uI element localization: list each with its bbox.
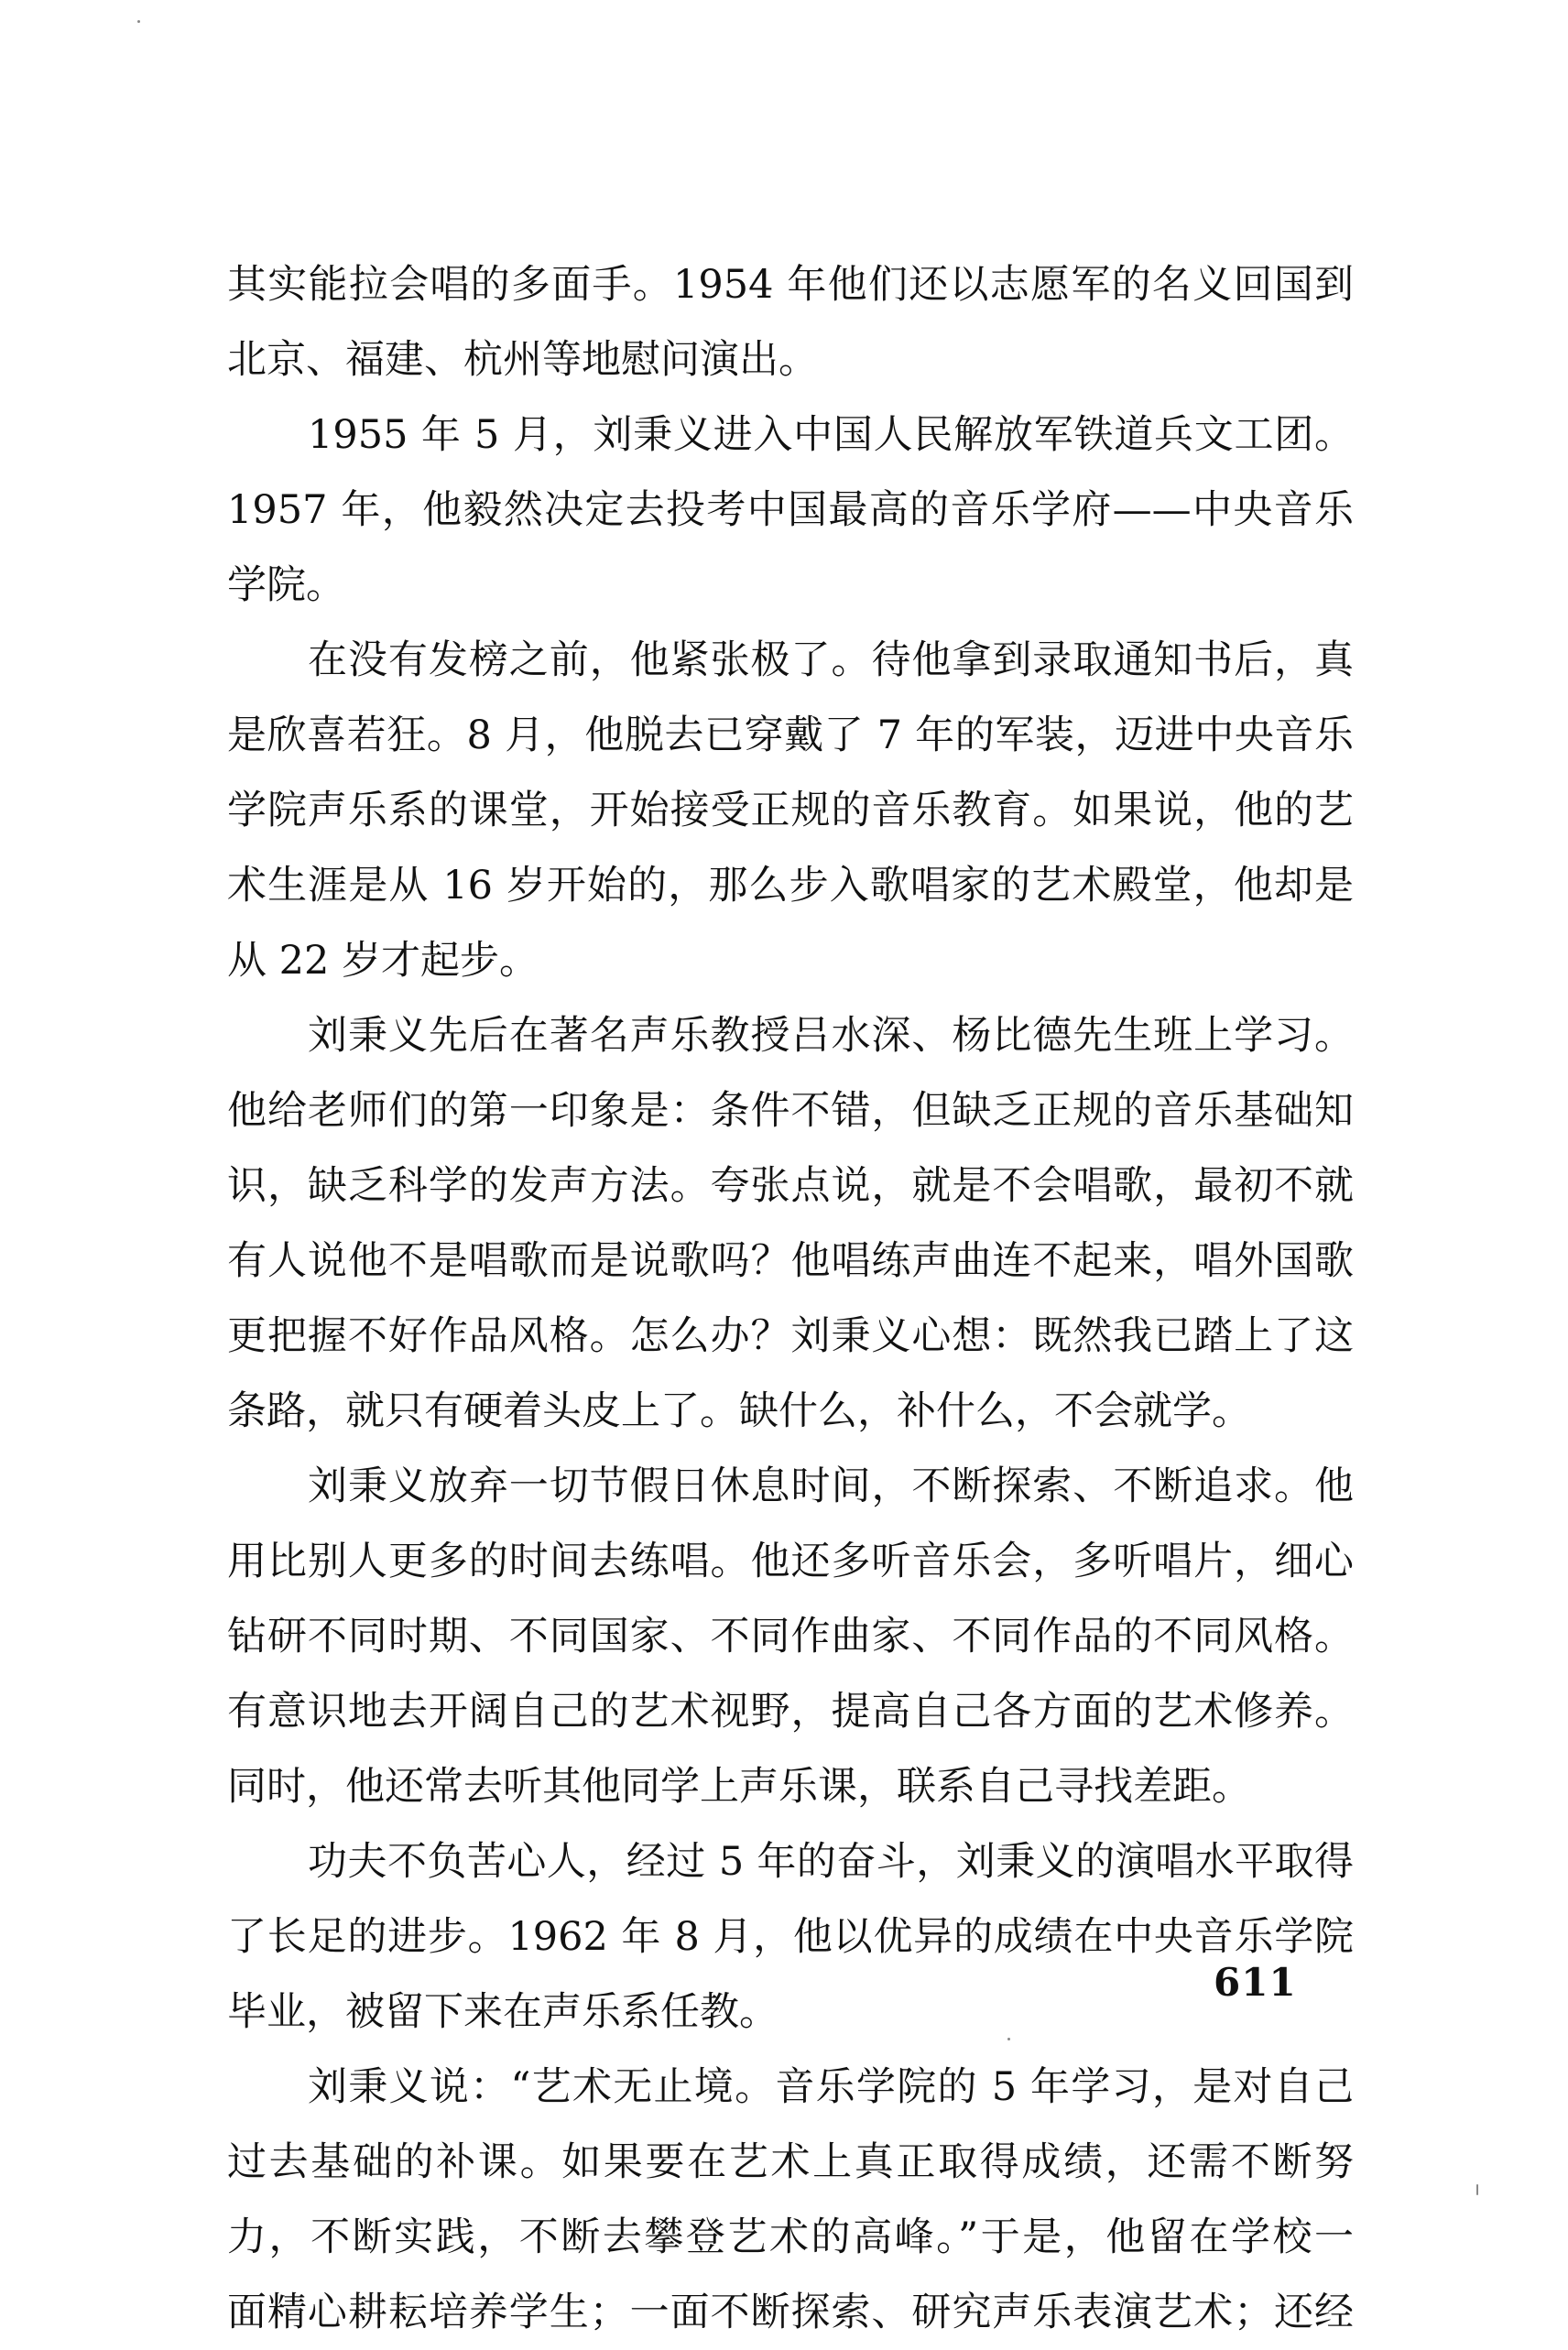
body-text	[227, 247, 1354, 2350]
text-line: 同时，他还常去听其他同学上声乐课，联系自己寻找差距。	[227, 1764, 1251, 1810]
text-line: 识，缺乏科学的发声方法。夸张点说，就是不会唱歌，最初不就	[227, 1163, 1354, 1209]
text-line: 用比别人更多的时间去练唱。他还多听音乐会，多听唱片，细心	[227, 1539, 1354, 1584]
text-line: 过去基础的补课。如果要在艺术上真正取得成绩，还需不断努	[227, 2139, 1354, 2185]
text-line: 是欣喜若狂。8 月，他脱去已穿戴了 7 年的军装，迈进中央音乐	[227, 713, 1354, 758]
text-line: 1955 年 5 月，刘秉义进入中国人民解放军铁道兵文工团。	[308, 412, 1354, 458]
text-line: 有意识地去开阔自己的艺术视野，提高自己各方面的艺术修养。	[227, 1689, 1354, 1735]
text-line: 刘秉义放弃一切节假日休息时间，不断探索、不断追求。他	[308, 1463, 1354, 1509]
text-line: 刘秉义先后在著名声乐教授吕水深、杨比德先生班上学习。	[308, 1013, 1354, 1059]
scan-speck	[1476, 2184, 1478, 2195]
scan-speck	[137, 20, 140, 23]
text-line: 其实能拉会唱的多面手。1954 年他们还以志愿军的名义回国到	[227, 262, 1354, 308]
text-line: 条路，就只有硬着头皮上了。缺什么，补什么，不会就学。	[227, 1388, 1251, 1434]
text-line: 有人说他不是唱歌而是说歌吗？他唱练声曲连不起来，唱外国歌	[227, 1238, 1354, 1284]
text-line: 北京、福建、杭州等地慰问演出。	[227, 337, 818, 383]
scan-speck	[1007, 2038, 1010, 2040]
text-line: 他给老师们的第一印象是：条件不错，但缺乏正规的音乐基础知	[227, 1088, 1354, 1134]
text-line: 面精心耕耘培养学生；一面不断探索、研究声乐表演艺术；还经	[227, 2290, 1354, 2335]
text-line: 了长足的进步。1962 年 8 月，他以优异的成绩在中央音乐学院	[227, 1914, 1354, 1960]
text-line: 毕业，被留下来在声乐系任教。	[227, 1989, 779, 2035]
page-number: 611	[1214, 1960, 1297, 2005]
text-line: 学院。	[227, 562, 345, 608]
text-line: 刘秉义说：“艺术无止境。音乐学院的 5 年学习，是对自己	[308, 2064, 1354, 2110]
text-line: 从 22 岁才起步。	[227, 938, 539, 984]
text-line: 学院声乐系的课堂，开始接受正规的音乐教育。如果说，他的艺	[227, 788, 1354, 833]
text-line: 1957 年，他毅然决定去投考中国最高的音乐学府——中央音乐	[227, 487, 1354, 533]
text-line: 力，不断实践，不断去攀登艺术的高峰。”于是，他留在学校一	[227, 2214, 1354, 2260]
text-line: 更把握不好作品风格。怎么办？刘秉义心想：既然我已踏上了这	[227, 1313, 1354, 1359]
text-line: 在没有发榜之前，他紧张极了。待他拿到录取通知书后，真	[308, 637, 1354, 683]
text-line: 术生涯是从 16 岁开始的，那么步入歌唱家的艺术殿堂，他却是	[227, 863, 1354, 908]
text-line: 功夫不负苦心人，经过 5 年的奋斗，刘秉义的演唱水平取得	[308, 1839, 1354, 1885]
text-line: 钻研不同时期、不同国家、不同作曲家、不同作品的不同风格。	[227, 1614, 1354, 1659]
